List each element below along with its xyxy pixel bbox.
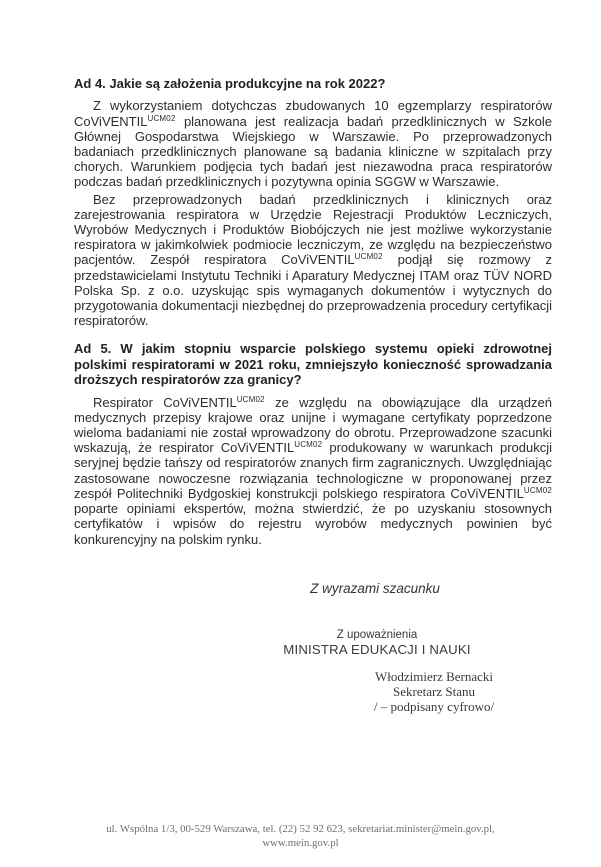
digital-signature-note: / – podpisany cyfrowo/ <box>373 698 495 714</box>
footer-address-line: ul. Wspólna 1/3, 00-529 Warszawa, tel. (22) 52 92 623, sekretariat.minister@mein.gov.pl, <box>106 823 495 835</box>
letterhead-footer <box>0 823 601 850</box>
superscript-model-code: UCM02 <box>236 394 265 404</box>
signature-block <box>334 670 534 714</box>
letter-body <box>74 76 552 547</box>
paragraph: Bez przeprowadzonych badań przedklinicznych i klinicznych oraz zarejestrowania respiratora w Urzędzie Rejestracji Produktów Leczniczych, Wyrobów Medycznych i Produktów Biobójczych nie jest możliwe wykorzystanie respiratora w jakimkolwiek podmiocie leczniczym, ze względu na bezpieczeństwo pacjentów. Zespół respiratora CoViVENTIL$^{UCM02}$ podjął się rozmowy z przedstawicielami Instytutu Techniki i Aparatury Medycznej ITAM oraz TÜV NORD Polska Sp. z o.o. uzyskując spis wymaganych dokumentów i wytycznych do przygotowania dokumentacji niezbędnej do przeprowadzenia procedury certyfikacji respiratorów. <box>74 191 552 329</box>
closing-salutation: Z wyrazami szacunku <box>310 581 440 596</box>
superscript-model-code: UCM02 <box>523 485 552 495</box>
authorization-preamble: Z upoważnienia <box>336 629 418 641</box>
footer-website: www.mein.gov.pl <box>262 836 339 849</box>
authorization-block <box>277 629 477 657</box>
paragraph: Respirator CoViVENTIL$^{UCM02}$ ze względu na obowiązujące dla urządzeń medycznych przepisy krajowe oraz unijne i wymagane certyfikaty poprzedzone wieloma badaniami nie został wprowadzony do obrotu. Przeprowadzone szacunki wskazują, że respirator CoViVENTIL$^{UCM02}$ produkowany w warunkach produkcji seryjnej będzie tańszy od respiratorów znanych firm zagranicznych. Uwzględniając zastosowane nowoczesne rozwiązania technologiczne w proponowanej przez zespół Politechniki Bydgoskiej konstrukcji polskiego respiratora CoViVENTIL$^{UCM02}$ poparte opiniami ekspertów, można stwierdzić, że po uzyskaniu stosownych certyfikatów i wpisów do rejestru wyrobów medycznych powinien być konkurencyjny na polskim rynku. <box>74 394 552 547</box>
sections-container <box>74 76 552 547</box>
authorization-authority: MINISTRA EDUKACJI I NAUKI <box>283 642 471 657</box>
superscript-model-code: UCM02 <box>354 252 383 262</box>
superscript-model-code: UCM02 <box>294 440 323 450</box>
superscript-model-code: UCM02 <box>147 113 176 123</box>
signatory-name: Włodzimierz Bernacki <box>374 669 494 684</box>
signatory-title: Sekretarz Stanu <box>393 683 475 699</box>
paragraph: Z wykorzystaniem dotychczas zbudowanych 10 egzemplarzy respiratorów CoViVENTIL$^{UCM02}$ planowana jest realizacja badań przedklinicznych w Szkole Głównej Gospodarstwa Wiejskiego w Warszawie. Po przeprowadzonych badaniach przedklinicznych planowane są badania kliniczne w szpitalach przy chorych. Warunkiem podjęcia tych badań jest niezawodna praca respiratorów podczas badań przedklinicznych i pozytywna opinia SGGW w Warszawie. <box>74 98 552 190</box>
section-heading: Ad 5. W jakim stopniu wsparcie polskiego systemu opieki zdrowotnej polskimi respiratorami w 2021 roku, zmniejszyło konieczność sprowadzania droższych respiratorów zza granicy? <box>74 341 552 388</box>
section-heading: Ad 4. Jakie są założenia produkcyjne na rok 2022? <box>74 76 386 91</box>
